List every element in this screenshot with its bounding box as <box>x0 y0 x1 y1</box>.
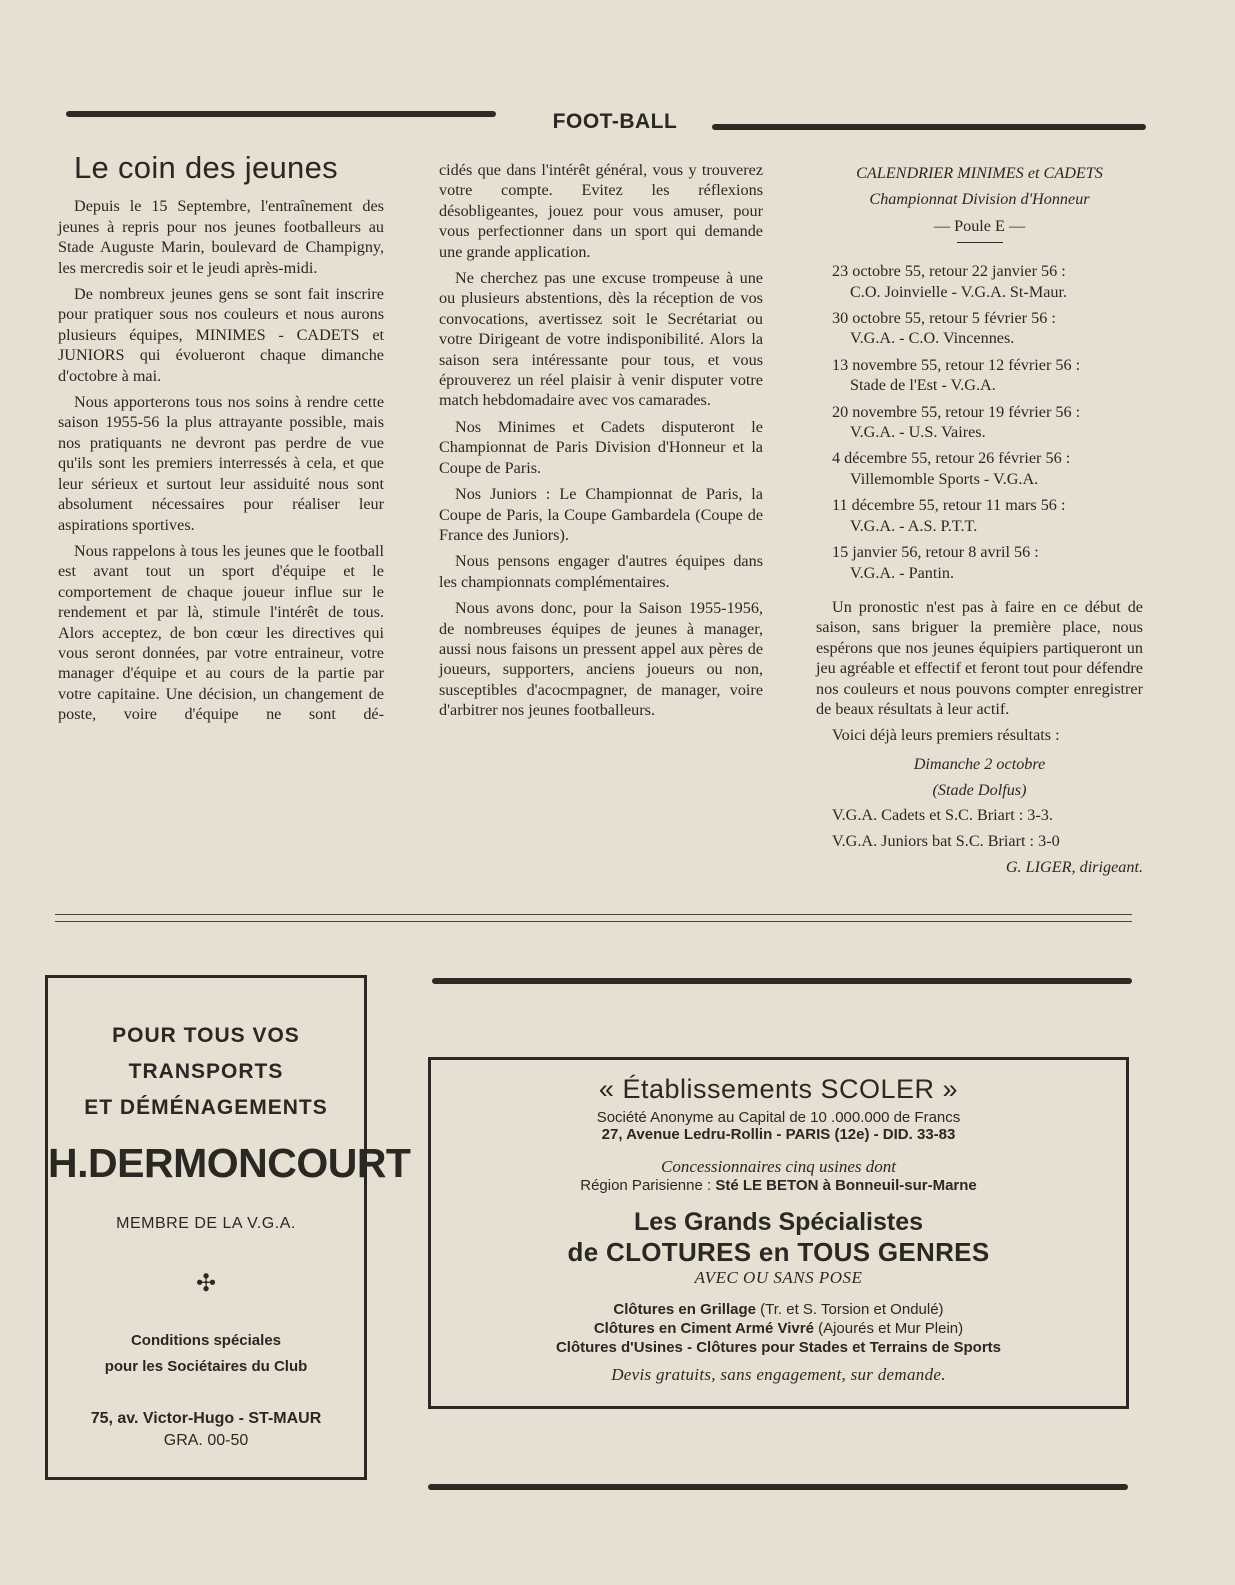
paragraph: Nous apporterons tous nos soins à rendre cette saison 1955-56 la plus attrayante possible, mais nos pratiquants ne devront pas perdre de vue qu'ils sont les premiers interressés à cela, et que leur sérieux et surtout leur assiduité nous sont absolument nécessaires pour réaliser leur aspirations sportives. <box>58 393 384 534</box>
separator-line-bottom <box>55 921 1132 922</box>
ad-left-member: MEMBRE DE LA V.G.A. <box>116 1215 296 1232</box>
result-item: V.G.A. Juniors bat S.C. Briart : 3-0 <box>832 831 1060 850</box>
signature: G. LIGER, dirigeant. <box>1005 858 1143 877</box>
ad-right-society: Société Anonyme au Capital de 10 .000.000 de Francs <box>596 1109 961 1126</box>
match-item: 20 novembre 55, retour 19 février 56 : V.G.A. - U.S. Vaires. <box>832 402 1081 442</box>
paragraph: Nous rappelons à tous les jeunes que le football est avant tout un sport d'équipe et le comportement de chaque joueur influe sur le rendement et par là, stimule l'intérêt de tous. Alors acceptez, de bon cœur les directives qui vous seront données, par votre entraineur, votre manager d'équipe et au cours de la partie par votre capitaine. Une décision, un changement de poste, voire d'équipe ne sont dé- <box>58 541 384 724</box>
ad-right-fence-type: Clôtures en Grillage (Tr. et S. Torsion et Ondulé) <box>613 1301 944 1318</box>
ad-right-pose: AVEC OU SANS POSE <box>694 1268 863 1287</box>
header-rule-left <box>66 111 496 117</box>
separator-line-top <box>55 914 1132 915</box>
results-intro: Voici déjà leurs premiers résultats : <box>832 726 1060 745</box>
calendar-column <box>816 163 1143 884</box>
ad-left-company-name: H.DERMONCOURT <box>48 1140 411 1186</box>
ad-right-company-name: « Établissements SCOLER » <box>598 1074 959 1104</box>
paragraph: Nos Juniors : Le Championnat de Paris, la Coupe de Paris, la Coupe Gambardela (Coupe de France des Juniors). <box>439 485 763 544</box>
paragraph: Depuis le 15 Septembre, l'entraînement des jeunes à repris pour nos jeunes footballeurs au Stade Auguste Marin, boulevard de Champigny, les mercredis soir et le jeudi après-midi. <box>58 197 384 277</box>
paragraph: Nous pensons engager d'autres équipes dans les championnats complémentaires. <box>439 552 763 591</box>
calendar-subtitle: Championnat Division d'Honneur <box>869 190 1090 209</box>
ad-right-rule-bottom <box>428 1484 1128 1490</box>
forecast-paragraph: Un pronostic n'est pas à faire en ce début de saison, sans briguer la première place, nous espérons que nos jeunes équipiers partiqueront un jeu agréable et effectif et feront tout pour défendre nos couleurs et nous pouvons compter enregistrer de beaux résultats à leur actif. <box>816 597 1143 718</box>
calendar-pool: — Poule E — <box>933 216 1026 235</box>
calendar-title: CALENDRIER MINIMES et CADETS <box>856 164 1103 182</box>
article-column-2 <box>439 160 763 727</box>
ad-right-fence-type: Clôtures d'Usines - Clôtures pour Stades et Terrains de Sports <box>555 1339 1002 1356</box>
ad-right-region: Région Parisienne : Sté LE BETON à Bonneuil-sur-Marne <box>580 1177 977 1194</box>
results-date: Dimanche 2 octobre <box>913 754 1046 773</box>
ad-scoler <box>428 1057 1129 1409</box>
results-place: (Stade Dolfus) <box>932 781 1027 800</box>
ad-left-conditions-1: Conditions spéciales <box>130 1332 282 1349</box>
ad-right-fence-type: Clôtures en Ciment Armé Vivré (Ajourés et Mur Plein) <box>593 1320 964 1337</box>
paragraph: Nous avons donc, pour la Saison 1955-1956, de nombreuses équipes de jeunes à manager, aussi nous faisons un pressent appel aux pères de joueurs, supporters, anciens joueurs ou non, susceptibles d'acocmpagner, de manager, voire d'arbitrer nos jeunes footballeurs. <box>439 599 763 720</box>
ad-dermoncourt <box>45 975 411 1480</box>
result-item: V.G.A. Cadets et S.C. Briart : 3-3. <box>832 805 1053 824</box>
ad-right-quote: Devis gratuits, sans engagement, sur demande. <box>611 1365 946 1384</box>
ad-right-fences: de CLOTURES en TOUS GENRES <box>567 1237 990 1267</box>
match-list <box>816 261 1143 583</box>
ad-right-address: 27, Avenue Ledru-Rollin - PARIS (12e) - DID. 33-83 <box>601 1126 956 1143</box>
match-item: 30 octobre 55, retour 5 février 56 : V.G.A. - C.O. Vincennes. <box>832 309 1056 348</box>
match-item: 4 décembre 55, retour 26 février 56 : Villemomble Sports - V.G.A. <box>832 449 1071 488</box>
header-rule-right <box>712 124 1146 130</box>
paragraph: De nombreux jeunes gens se sont fait inscrire pour pratiquer sous nos couleurs et nous aurons plusieurs équipes, MINIMES - CADETS et JUNIORS qui évolueront chaque dimanche d'octobre à mai. <box>58 285 384 385</box>
article-title: Le coin des jeunes <box>74 150 338 185</box>
ad-left-line2: ET DÉMÉNAGEMENTS <box>84 1096 328 1119</box>
ad-right-dealers: Concessionnaires cinq usines dont <box>661 1157 896 1176</box>
ad-right-rule-top <box>432 978 1132 984</box>
match-item: 15 janvier 56, retour 8 avril 56 : V.G.A. - Pantin. <box>832 543 1039 582</box>
match-item: 11 décembre 55, retour 11 mars 56 : V.G.A. - A.S. P.T.T. <box>832 496 1066 535</box>
ad-left-phone: GRA. 00-50 <box>163 1432 249 1449</box>
paragraph: Nos Minimes et Cadets disputeront le Championnat de Paris Division d'Honneur et la Coupe de Paris. <box>439 417 763 477</box>
paragraph: cidés que dans l'intérêt général, vous y trouverez votre compte. Evitez les réflexions désobligeantes, jouez pour vous amuser, pour vous perfectionner dans un sport qui demande une grande application. <box>439 161 763 261</box>
ad-left-line1: POUR TOUS VOS TRANSPORTS <box>112 1024 300 1083</box>
paragraph: Ne cherchez pas une excuse trompeuse à une ou plusieurs abstentions, dès la réception de vos convocations, avertissez soit le Secrétariat ou votre Dirigeant de votre indisponibilité. Alors la saison sera intéressante pour tous, et vous éprouverez un réel plaisir à venir disputer votre match hebdomadaire avec vos camarades. <box>439 269 763 410</box>
ad-right-specialists: Les Grands Spécialistes <box>633 1208 924 1236</box>
match-item: 13 novembre 55, retour 12 février 56 : Stade de l'Est - V.G.A. <box>832 355 1081 395</box>
article-column-1 <box>58 150 384 731</box>
calendar-divider <box>957 242 1003 243</box>
ad-left-address: 75, av. Victor-Hugo - ST-MAUR <box>90 1410 322 1427</box>
match-item: 23 octobre 55, retour 22 janvier 56 : C.O. Joinvielle - V.G.A. St-Maur. <box>832 262 1068 301</box>
section-title: FOOT-BALL <box>552 110 678 133</box>
ad-left-conditions-2: pour les Sociétaires du Club <box>104 1358 308 1375</box>
ornament-icon: ✣ <box>195 1270 217 1297</box>
